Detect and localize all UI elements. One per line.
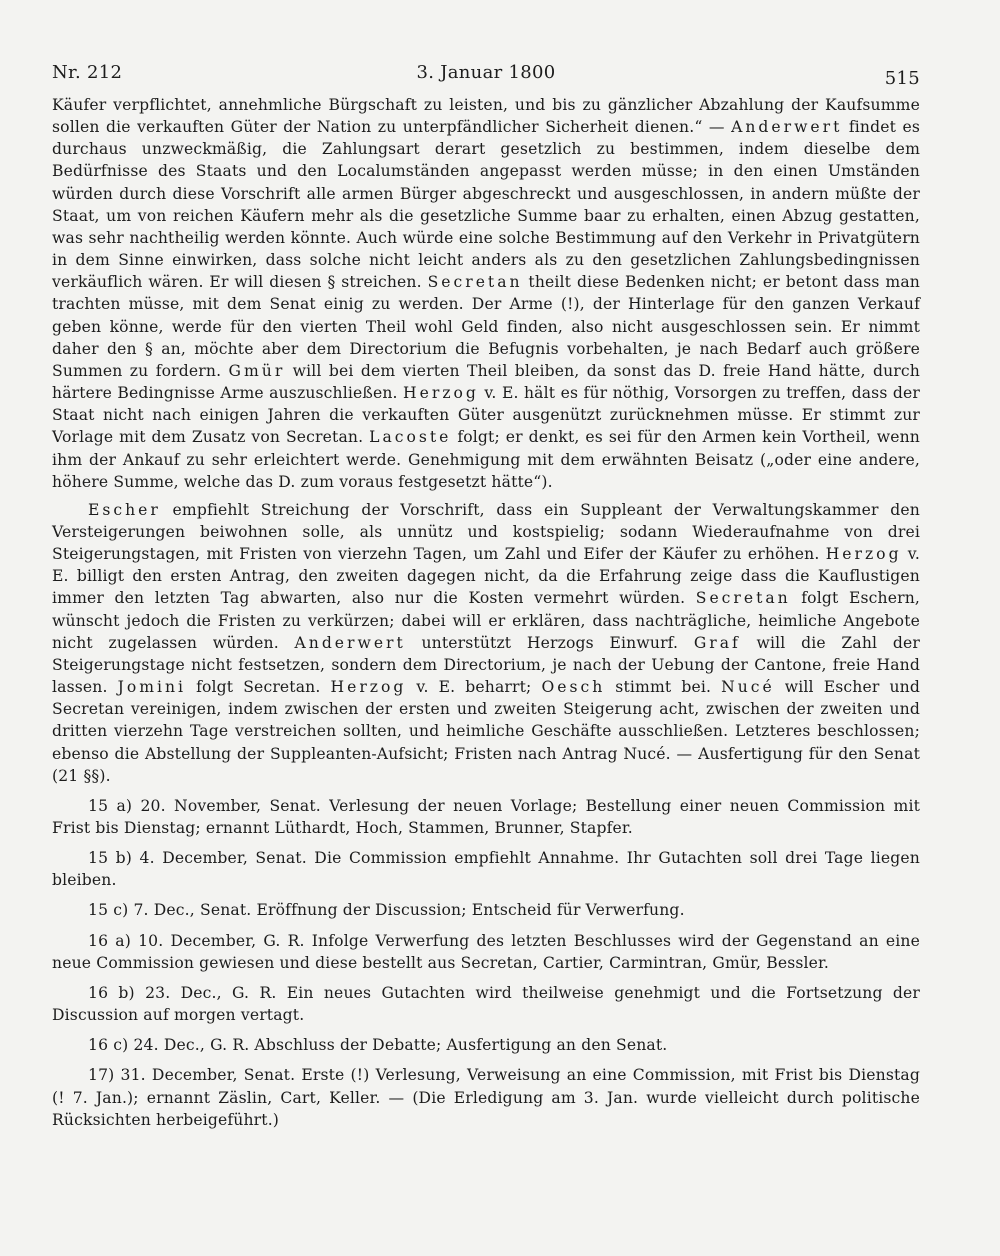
document-body: [52, 94, 920, 1131]
speaker-name: Nucé: [721, 678, 775, 697]
speaker-name: Herzog: [403, 384, 479, 403]
speaker-name: Jomini: [117, 678, 187, 697]
speaker-name: Gmür: [228, 361, 286, 380]
paragraph: [52, 94, 920, 493]
text-run: Käufer verpflichtet, annehmliche Bürgschaft zu leisten, und bis zu gänzlicher Abzahlung der Kaufsumme sollen die verkauften Güter der Nation zu unterpfändlicher Sicherheit dienen.“ —: [52, 96, 920, 137]
text-run: 15 a) 20. November, Senat. Verlesung der neuen Vorlage; Bestellung einer neuen Commission mit Frist bis Dienstag; ernannt Lüthardt, Hoch, Stammen, Brunner, Stapfer.: [52, 796, 920, 837]
speaker-name: Anderwert: [731, 118, 843, 137]
text-run: unterstützt Herzogs Einwurf.: [405, 633, 694, 652]
speaker-name: Herzog: [330, 678, 407, 697]
text-run: will bei dem vierten Theil bleiben, da sonst das D. freie Hand hätte, durch härtere Bedingnisse Arme auszuschließen.: [52, 361, 920, 403]
text-run: v. E. billigt den ersten Antrag, den zweiten dagegen nicht, da die Erfahrung zeige dass die Kauflustigen immer den letzten Tag abwarten, also nur die Kosten vermehrt würden.: [52, 545, 920, 608]
speaker-name: Escher: [88, 500, 161, 519]
text-run: stimmt bei.: [605, 678, 722, 697]
header-date: 3. Januar 1800: [416, 62, 556, 83]
text-run: v. E. hält es für nöthig, Vorsorgen zu treffen, dass der Staat nicht nach einigen Jahren die verkauften Güter ausgenützt zurücknehmen müsse. Er stimmt zur Vorlage mit dem Zusatz von Secretan.: [52, 384, 920, 447]
paragraph: [52, 899, 920, 921]
paragraph: [52, 930, 920, 974]
text-run: 16 a) 10. December, G. R. Infolge Verwerfung des letzten Beschlusses wird der Gegenstand an eine neue Commission gewiesen und diese bestellt aus Secretan, Cartier, Carmintran, Gmür, Bessler.: [52, 931, 920, 972]
speaker-name: Graf: [693, 633, 741, 652]
speaker-name: Anderwert: [294, 633, 406, 652]
speaker-name: Herzog: [825, 545, 902, 564]
text-run: folgt Eschern, wünscht jedoch die Fristen zu verkürzen; dabei will er erklären, dass nachträgliche, heimliche Angebote nicht zugelassen würden.: [52, 589, 920, 652]
text-run: theilt diese Bedenken nicht; er betont dass man trachten müsse, mit dem Senat einig zu werden. Der Arme (!), der Hinterlage für den ganzen Verkauf geben könne, werde für den vierten Theil wohl Geld finden, also nicht ausgeschlossen sein. Er nimmt daher den § an, möchte aber dem Directorium die Befugnis vorbehalten, je nach Bedarf auch größere Summen zu fordern.: [52, 273, 920, 380]
page-header: [52, 62, 920, 92]
text-run: 16 c) 24. Dec., G. R. Abschluss der Debatte; Ausfertigung an den Senat.: [88, 1036, 668, 1055]
paragraph: [52, 795, 920, 839]
text-run: will die Zahl der Steigerungstage nicht festsetzen, sondern dem Directorium, je nach der Uebung der Cantone, freie Hand lassen.: [52, 633, 920, 697]
paragraph: [52, 1034, 920, 1056]
text-run: 16 b) 23. Dec., G. R. Ein neues Gutachten wird theilweise genehmigt und die Fortsetzung der Discussion auf morgen vertagt.: [52, 983, 920, 1025]
text-run: will Escher und Secretan vereinigen, indem zwischen der ersten und zweiten Steigerung acht, zwischen der zweiten und dritten vierzehn Tage verstreichen sollten, und heimliche Geschäfte ausschließen. Letzteres beschlossen; ebenso die Abstellung der Suppleanten-Aufsicht; Fristen nach Antrag Nucé. — Ausfertigung für den Senat (21 §§).: [52, 678, 920, 785]
speaker-name: Oesch: [541, 678, 606, 697]
text-run: 15 c) 7. Dec., Senat. Eröffnung der Discussion; Entscheid für Verwerfung.: [88, 901, 685, 920]
text-run: 15 b) 4. December, Senat. Die Commission empfiehlt Annahme. Ihr Gutachten soll drei Tage liegen bleiben.: [52, 849, 920, 890]
paragraph: [52, 1064, 920, 1130]
document-number: Nr. 212: [52, 62, 123, 83]
page-number: 515: [884, 68, 920, 89]
text-run: v. E. beharrt;: [406, 678, 542, 697]
text-run: findet es durchaus unzweckmäßig, die Zahlungsart derart gesetzlich zu bestimmen, indem dieselbe dem Bedürfnisse des Staats und den Localumständen angepasst werden müsse; in den einen Umständen würden durch diese Vorschrift alle armen Bürger abgeschreckt und ausgeschlossen, in andern müßte der Staat, um von reichen Käufern mehr als die gesetzliche Summe baar zu erhalten, einen Abzug gestatten, was sehr nachtheilig werden könnte. Auch würde eine solche Bestimmung auf den Verkehr in Privatgütern in dem Sinne einwirken, dass solche nicht leicht anders als zu den gesetzlichen Zahlungsbedingnissen verkäuflich wären. Er will diesen § streichen.: [52, 118, 920, 292]
text-run: folgt Secretan.: [186, 678, 331, 697]
text-run: 17) 31. December, Senat. Erste (!) Verlesung, Verweisung an eine Commission, mit Frist bis Dienstag (! 7. Jan.); ernannt Zäslin, Cart, Keller. — (Die Erledigung am 3. Jan. wurde vielleicht durch politische Rücksichten herbeigeführt.): [52, 1066, 920, 1129]
speaker-name: Lacoste: [369, 428, 452, 447]
paragraph: [52, 982, 920, 1026]
text-run: folgt; er denkt, es sei für den Armen kein Vortheil, wenn ihm der Ankauf zu sehr erleichtert werde. Genehmigung mit dem erwähnten Beisatz („oder eine andere, höhere Summe, welche das D. zum voraus festgesetzt hätte“).: [52, 428, 920, 491]
speaker-name: Secretan: [427, 273, 523, 292]
paragraph: [52, 847, 920, 891]
text-run: empfiehlt Streichung der Vorschrift, dass ein Suppleant der Verwaltungskammer den Versteigerungen beiwohnen solle, als unnütz und kostspielig; sodann Wiederaufnahme von drei Steigerungstagen, mit Fristen von vierzehn Tagen, um Zahl und Eifer der Käufer zu erhöhen.: [52, 500, 920, 564]
paragraph: [52, 499, 920, 787]
speaker-name: Secretan: [695, 589, 791, 608]
